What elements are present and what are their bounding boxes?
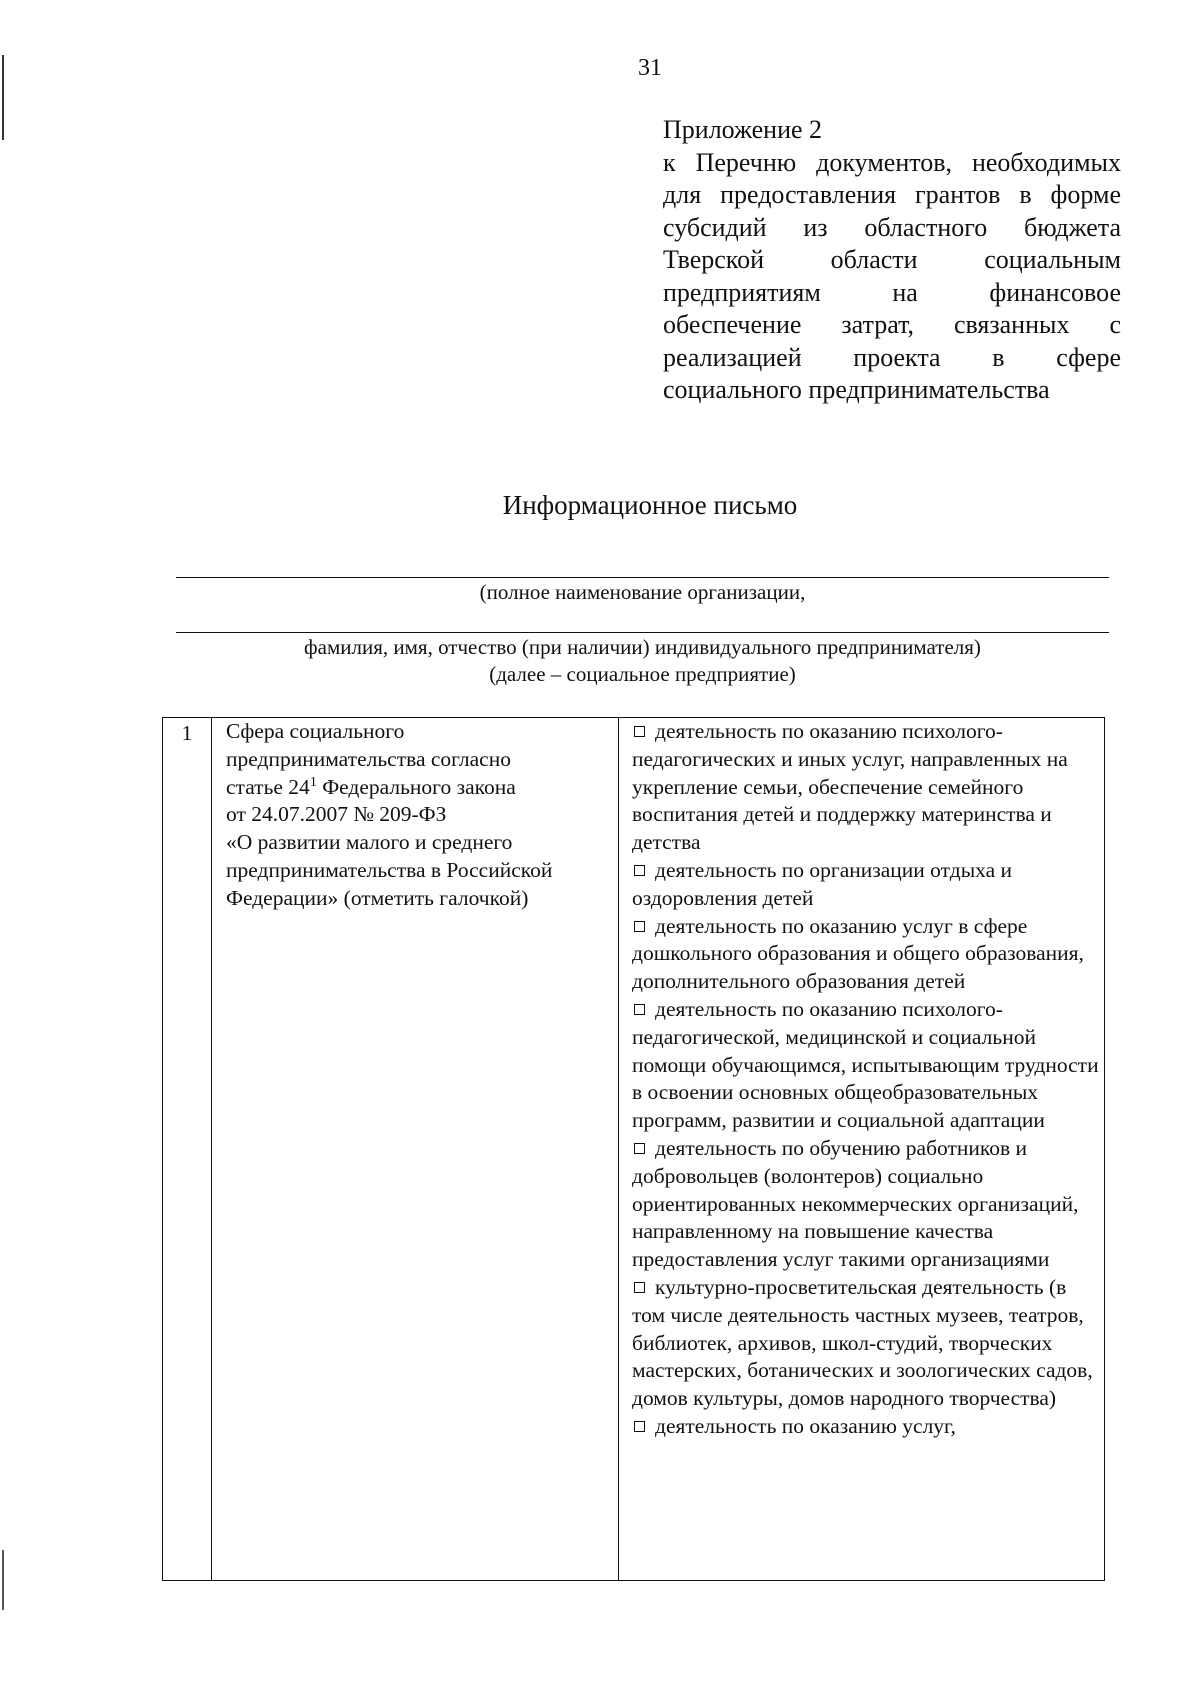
sphere-option	[632, 996, 1100, 1135]
page-number: 31	[638, 55, 662, 81]
checkbox-icon[interactable]	[634, 726, 645, 737]
option-text: деятельность по оказанию психолого-педагогической, медицинской и социальной помощи обучающимся, испытывающим трудности в освоении основных общеобразовательных программ, развитии и социальной адаптации	[632, 996, 1099, 1133]
table-row	[163, 718, 1105, 1581]
appendix-text: к Перечню документов, необходимых для предоставления грантов в форме субсидий из областного бюджета Тверской области социальным предприятиям на финансовое обеспечение затрат, связанных с реализацией проекта в сфере социального предпринимательства	[663, 147, 1121, 404]
option-text: деятельность по оказанию услуг в сфере дошкольного образования и общего образования, дополнительного образования детей	[632, 913, 1084, 994]
organization-caption: (полное наименование организации,	[479, 580, 806, 604]
option-text: деятельность по оказанию психолого-педагогических и иных услуг, направленных на укрепление семьи, обеспечение семейного воспитания детей и поддержку материнства и детства	[632, 719, 1068, 855]
entrepreneur-blank-line	[176, 632, 1109, 633]
sphere-option	[632, 1413, 1100, 1441]
appendix-title: Приложение 2	[663, 115, 823, 144]
sphere-option	[632, 913, 1100, 996]
option-text: деятельность по организации отдыха и оздоровления детей	[632, 857, 1013, 910]
option-text: деятельность по обучению работников и добровольцев (волонтеров) социально ориентированных некоммерческих организаций, направленному на повышение качества предоставления услуг такими организациями	[632, 1135, 1079, 1272]
appendix-header	[663, 114, 1121, 407]
option-text: культурно-просветительская деятельность (в том числе деятельность частных музеев, театров, библиотек, архивов, школ-студий, творческих мастерских, ботанических и зоологических садов, домов культуры, домов народного творчества)	[632, 1274, 1093, 1411]
label-line: от 24.07.2007 № 209-ФЗ	[226, 802, 447, 827]
entrepreneur-caption: фамилия, имя, отчество (при наличии) индивидуального предпринимателя)	[304, 635, 981, 659]
document-title: Информационное письмо	[502, 490, 798, 520]
article-superscript: 1	[309, 774, 317, 790]
checkbox-icon[interactable]	[634, 1143, 645, 1154]
label-line: Сфера социального	[226, 719, 405, 743]
enterprise-caption: (далее – социальное предприятие)	[489, 662, 796, 686]
scan-edge-mark	[2, 1550, 4, 1610]
sphere-option	[632, 1135, 1100, 1274]
label-line: предпринимательства согласно	[226, 746, 511, 771]
checkbox-icon[interactable]	[634, 921, 645, 932]
checkbox-icon[interactable]	[634, 1282, 645, 1293]
label-line	[226, 774, 612, 802]
sphere-options-cell	[619, 718, 1105, 1581]
checkbox-icon[interactable]	[634, 1421, 645, 1432]
sphere-option	[632, 1274, 1100, 1413]
row-number: 1	[163, 718, 212, 1581]
label-line: предпринимательства в Российской	[226, 857, 553, 882]
article-number: статье 24	[226, 774, 310, 799]
organization-blank-line	[176, 577, 1109, 578]
info-table	[162, 717, 1105, 1581]
sphere-label-cell	[212, 718, 619, 1581]
sphere-option	[632, 718, 1100, 857]
label-line: «О развитии малого и среднего	[226, 830, 513, 855]
option-text: деятельность по оказанию услуг,	[655, 1413, 956, 1438]
checkbox-icon[interactable]	[634, 865, 645, 876]
law-reference: Федерального закона	[316, 774, 516, 799]
checkbox-icon[interactable]	[634, 1004, 645, 1015]
sphere-option	[632, 857, 1100, 913]
label-line: Федерации» (отметить галочкой)	[226, 885, 529, 910]
